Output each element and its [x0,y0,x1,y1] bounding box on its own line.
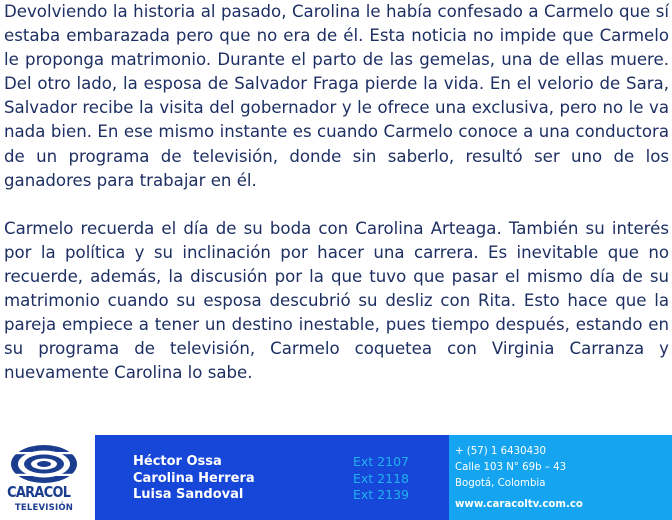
contact-name: Luisa Sandoval [133,487,244,502]
article-paragraph-2: Carmelo recuerda el día de su boda con Carolina Arteaga. También su interés por la política y su inclinación por hacer una carrera. Es inevitable que no recuerde, además, la discusión por la que tuvo que pasar el mismo día de su matrimonio cuando su esposa descubrió su desliz con Rita. Esto hace que la pareja empiece a tener un destino inestable, pues tiempo después, estando en su programa de televisión, Carmelo coquetea con Virginia Carranza y nuevamente Carolina lo sabe. [4,218,669,383]
contact-extensions [353,454,409,504]
city: Bogotá, Colombia [455,478,546,490]
contact-names [133,454,255,504]
street-address: Calle 103 N° 69b – 43 [455,462,567,474]
caracol-logo-icon [9,443,79,485]
article-body [4,0,669,385]
company-info-panel [449,435,672,520]
contact-ext: Ext 2139 [353,487,409,502]
caracol-logo [0,435,95,520]
contact-name: Héctor Ossa [133,454,222,469]
contact-ext: Ext 2118 [353,470,409,486]
logo-subtitle: TELEVISIÓN [14,503,74,513]
contact-name: Carolina Herrera [133,470,255,486]
article-paragraph-1: Devolviendo la historia al pasado, Carolina le había confesado a Carmelo que sí estaba embarazada pero que no era de él. Esta noticia no impide que Carmelo le proponga matrimonio. Durante el parto de las gemelas, una de ellas muere. Del otro lado, la esposa de Salvador Fraga pierde la vida. En el velorio de Sara, Salvador recibe la visita del gobernador y le ofrece una exclusiva, pero no le va nada bien. En ese mismo instante es cuando Carmelo conoce a una conductora de un programa de televisión, donde sin saberlo, resultó ser uno de los ganadores para trabajar en él. [4,2,669,190]
contact-ext: Ext 2107 [353,454,409,469]
contacts-panel [95,435,449,520]
footer-banner [0,435,672,520]
website-link[interactable]: www.caracoltv.com.co [455,498,583,510]
company-info [455,444,583,513]
logo-wordmark: CARACOL [7,483,71,501]
phone-number: + (57) 1 6430430 [455,446,547,457]
